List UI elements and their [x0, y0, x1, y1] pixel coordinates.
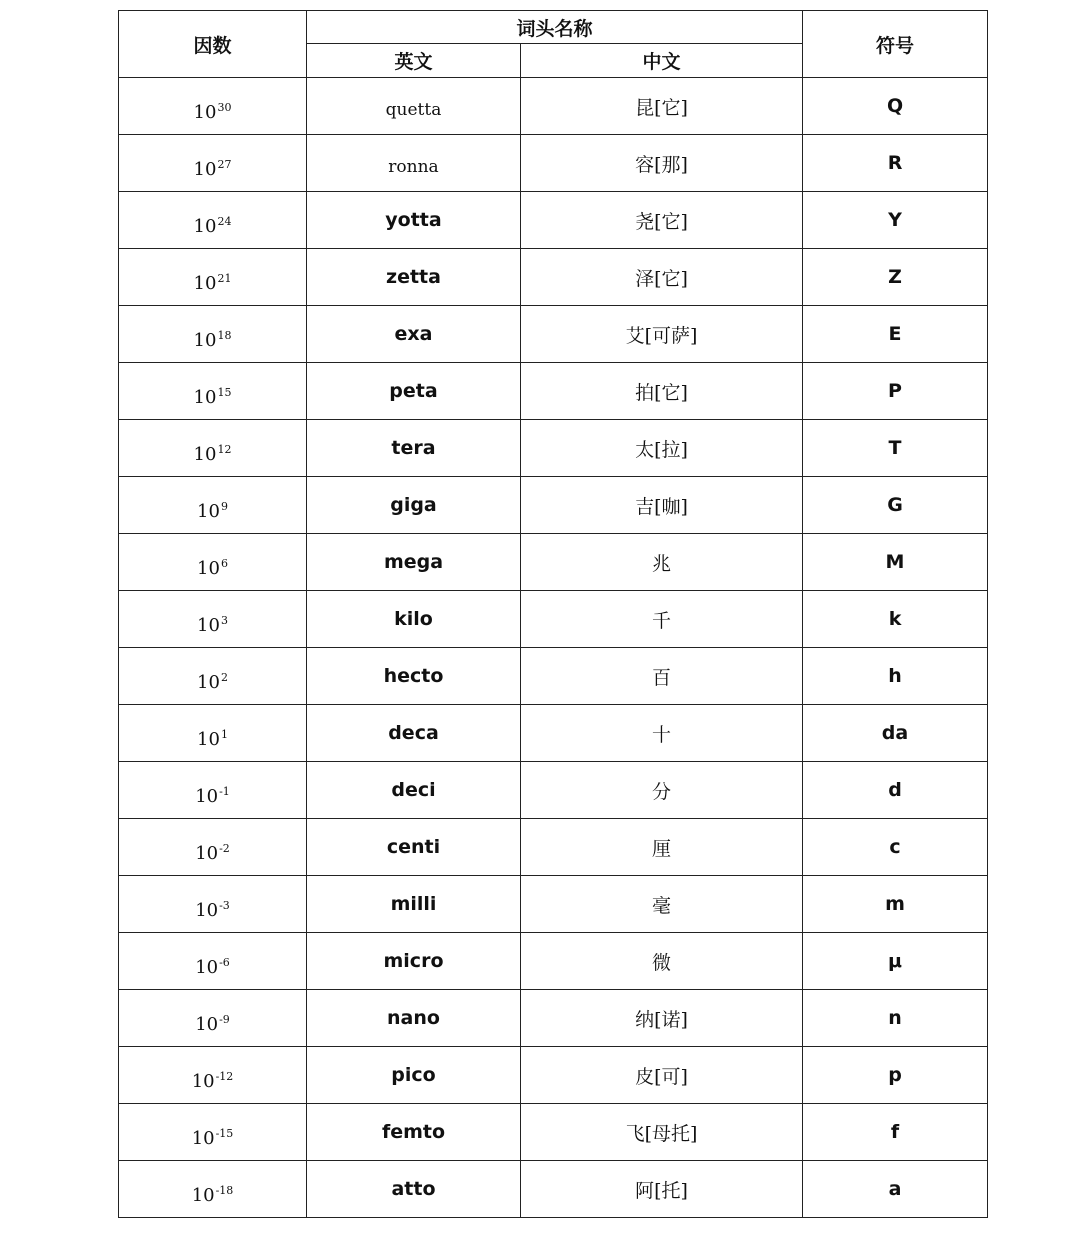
chinese-name: 百 [652, 666, 672, 689]
factor-cell [119, 249, 307, 306]
factor-value [197, 545, 228, 579]
chinese-cell [521, 705, 803, 762]
english-name: milli [390, 893, 437, 915]
english-cell [307, 648, 521, 705]
factor-exponent: -18 [215, 1184, 234, 1197]
chinese-cell [521, 1161, 803, 1218]
symbol-value: h [888, 665, 902, 687]
header-english-label: 英文 [394, 51, 433, 73]
english-name: mega [383, 551, 444, 573]
factor-cell [119, 306, 307, 363]
symbol-cell [803, 420, 988, 477]
factor-cell [119, 477, 307, 534]
chinese-name: 毫 [652, 894, 672, 917]
factor-exponent: -6 [219, 956, 230, 969]
factor-exponent: 6 [220, 557, 228, 570]
table-row [119, 648, 988, 705]
english-cell [307, 819, 521, 876]
symbol-value: d [888, 779, 902, 801]
factor-base: 10 [193, 444, 217, 465]
table-row [119, 135, 988, 192]
table-row [119, 477, 988, 534]
factor-base: 10 [193, 387, 217, 408]
factor-base: 10 [191, 1128, 215, 1149]
chinese-name: 昆[它] [635, 96, 688, 119]
symbol-value: k [888, 608, 902, 630]
symbol-cell [803, 249, 988, 306]
symbol-value: M [885, 551, 905, 573]
symbol-value: P [888, 380, 902, 402]
header-english [307, 44, 521, 78]
factor-exponent: -15 [215, 1127, 234, 1140]
english-name: pico [391, 1064, 436, 1086]
factor-exponent: 30 [217, 101, 232, 114]
symbol-value: μ [888, 950, 902, 972]
chinese-cell [521, 591, 803, 648]
symbol-value: f [890, 1121, 900, 1143]
english-name: deci [391, 779, 436, 801]
symbol-value: Y [888, 209, 902, 231]
table-row [119, 363, 988, 420]
table-row [119, 762, 988, 819]
factor-base: 10 [195, 900, 219, 921]
factor-cell [119, 135, 307, 192]
chinese-cell [521, 762, 803, 819]
factor-base: 10 [191, 1071, 215, 1092]
symbol-value: Z [888, 266, 902, 288]
english-name: kilo [394, 608, 433, 630]
factor-base: 10 [193, 273, 217, 294]
factor-cell [119, 192, 307, 249]
header-chinese [521, 44, 803, 78]
english-name: tera [391, 437, 436, 459]
factor-cell [119, 705, 307, 762]
chinese-name: 泽[它] [635, 267, 688, 290]
english-cell [307, 306, 521, 363]
symbol-cell [803, 933, 988, 990]
symbol-value: R [887, 152, 903, 174]
factor-exponent: 18 [217, 329, 232, 342]
chinese-cell [521, 876, 803, 933]
factor-value [192, 1058, 234, 1092]
factor-base: 10 [193, 102, 217, 123]
table-row [119, 591, 988, 648]
english-cell [307, 591, 521, 648]
english-name: femto [381, 1121, 446, 1143]
chinese-cell [521, 192, 803, 249]
factor-value [195, 887, 230, 921]
factor-exponent: 21 [217, 272, 232, 285]
symbol-cell [803, 1047, 988, 1104]
factor-cell [119, 78, 307, 135]
english-cell [307, 1104, 521, 1161]
table-row [119, 705, 988, 762]
factor-base: 10 [193, 330, 217, 351]
english-cell [307, 1161, 521, 1218]
factor-base: 10 [195, 786, 219, 807]
factor-exponent: 15 [217, 386, 232, 399]
factor-base: 10 [195, 843, 219, 864]
symbol-cell [803, 477, 988, 534]
factor-value [194, 146, 232, 180]
chinese-name: 厘 [652, 837, 672, 860]
factor-value [197, 488, 228, 522]
english-name: peta [389, 380, 438, 402]
factor-exponent: -12 [215, 1070, 234, 1083]
chinese-name: 阿[托] [635, 1179, 688, 1202]
symbol-cell [803, 705, 988, 762]
chinese-cell [521, 990, 803, 1047]
factor-exponent: 2 [220, 671, 228, 684]
symbol-cell [803, 819, 988, 876]
chinese-cell [521, 648, 803, 705]
symbol-value: n [888, 1007, 902, 1029]
factor-base: 10 [193, 216, 217, 237]
table-row [119, 249, 988, 306]
symbol-value: G [887, 494, 903, 516]
factor-base: 10 [197, 615, 220, 636]
factor-value [194, 203, 232, 237]
factor-exponent: 27 [217, 158, 232, 171]
chinese-cell [521, 1104, 803, 1161]
english-cell [307, 477, 521, 534]
factor-cell [119, 363, 307, 420]
factor-exponent: -2 [219, 842, 230, 855]
factor-base: 10 [197, 729, 220, 750]
symbol-cell [803, 876, 988, 933]
table-body [119, 78, 988, 1218]
symbol-cell [803, 192, 988, 249]
symbol-value: E [888, 323, 902, 345]
table-row [119, 306, 988, 363]
chinese-cell [521, 363, 803, 420]
english-cell [307, 876, 521, 933]
table-row [119, 819, 988, 876]
chinese-name: 艾[可萨] [625, 324, 698, 347]
factor-cell [119, 990, 307, 1047]
si-prefix-table [118, 10, 988, 1218]
factor-cell [119, 876, 307, 933]
factor-value [197, 716, 228, 750]
factor-value [194, 374, 232, 408]
factor-exponent: 12 [217, 443, 232, 456]
chinese-name: 太[拉] [635, 438, 688, 461]
english-cell [307, 534, 521, 591]
symbol-cell [803, 78, 988, 135]
symbol-cell [803, 591, 988, 648]
english-cell [307, 192, 521, 249]
factor-exponent: 1 [220, 728, 228, 741]
table-row [119, 876, 988, 933]
table-row [119, 78, 988, 135]
symbol-value: a [888, 1178, 902, 1200]
factor-exponent: -1 [219, 785, 230, 798]
chinese-cell [521, 534, 803, 591]
chinese-name: 飞[母托] [625, 1122, 698, 1145]
table-row [119, 1047, 988, 1104]
chinese-cell [521, 933, 803, 990]
factor-base: 10 [197, 558, 220, 579]
factor-value [195, 1001, 230, 1035]
table-row [119, 420, 988, 477]
table-header [119, 11, 988, 78]
symbol-cell [803, 135, 988, 192]
factor-cell [119, 534, 307, 591]
header-prefix-name-label: 词头名称 [516, 17, 593, 40]
factor-value [194, 260, 232, 294]
header-chinese-label: 中文 [642, 51, 681, 73]
english-name: ronna [388, 157, 439, 177]
chinese-name: 千 [652, 609, 672, 632]
factor-value [195, 830, 230, 864]
header-symbol [803, 11, 988, 78]
symbol-value: da [881, 722, 909, 744]
factor-cell [119, 819, 307, 876]
english-name: yotta [385, 209, 442, 231]
factor-value [194, 317, 232, 351]
factor-base: 10 [191, 1185, 215, 1206]
header-factor-label: 因数 [193, 34, 232, 57]
english-name: zetta [386, 266, 441, 288]
chinese-name: 微 [652, 951, 672, 974]
english-cell [307, 933, 521, 990]
english-cell [307, 363, 521, 420]
factor-value [192, 1172, 234, 1206]
chinese-name: 拍[它] [635, 381, 688, 404]
english-cell [307, 762, 521, 819]
factor-value [194, 89, 232, 123]
english-cell [307, 990, 521, 1047]
factor-base: 10 [195, 957, 219, 978]
symbol-cell [803, 648, 988, 705]
factor-base: 10 [193, 159, 217, 180]
factor-cell [119, 420, 307, 477]
symbol-value: p [888, 1064, 902, 1086]
factor-cell [119, 1104, 307, 1161]
table-row [119, 933, 988, 990]
factor-cell [119, 762, 307, 819]
english-name: nano [387, 1007, 440, 1029]
english-cell [307, 1047, 521, 1104]
factor-value [195, 773, 230, 807]
chinese-name: 十 [652, 723, 672, 746]
chinese-cell [521, 1047, 803, 1104]
factor-cell [119, 648, 307, 705]
symbol-value: c [889, 836, 901, 858]
factor-value [197, 602, 228, 636]
factor-base: 10 [197, 501, 220, 522]
factor-value [195, 944, 230, 978]
chinese-cell [521, 819, 803, 876]
factor-exponent: 9 [220, 500, 228, 513]
factor-value [192, 1115, 234, 1149]
header-factor [119, 11, 307, 78]
chinese-cell [521, 420, 803, 477]
header-row-top [119, 11, 988, 44]
english-name: hecto [383, 665, 444, 687]
factor-cell [119, 933, 307, 990]
factor-value [194, 431, 232, 465]
table-row [119, 1161, 988, 1218]
symbol-cell [803, 534, 988, 591]
english-name: micro [383, 950, 444, 972]
table-row [119, 1104, 988, 1161]
english-cell [307, 249, 521, 306]
english-cell [307, 705, 521, 762]
symbol-cell [803, 762, 988, 819]
chinese-name: 皮[可] [635, 1065, 688, 1088]
english-name: exa [394, 323, 433, 345]
header-symbol-label: 符号 [876, 34, 915, 57]
english-name: deca [388, 722, 439, 744]
english-name: giga [390, 494, 437, 516]
chinese-name: 尧[它] [635, 210, 688, 233]
factor-exponent: -3 [219, 899, 230, 912]
symbol-cell [803, 306, 988, 363]
table-row [119, 990, 988, 1047]
symbol-cell [803, 1104, 988, 1161]
factor-cell [119, 1047, 307, 1104]
factor-exponent: 24 [217, 215, 232, 228]
english-cell [307, 420, 521, 477]
factor-cell [119, 1161, 307, 1218]
chinese-name: 兆 [652, 552, 672, 575]
english-name: atto [391, 1178, 436, 1200]
chinese-name: 纳[诺] [635, 1008, 688, 1031]
factor-cell [119, 591, 307, 648]
chinese-cell [521, 306, 803, 363]
symbol-value: T [888, 437, 902, 459]
factor-exponent: 3 [220, 614, 228, 627]
factor-value [197, 659, 228, 693]
english-cell [307, 135, 521, 192]
chinese-cell [521, 477, 803, 534]
symbol-cell [803, 363, 988, 420]
factor-exponent: -9 [219, 1013, 230, 1026]
chinese-cell [521, 249, 803, 306]
chinese-name: 吉[咖] [635, 495, 688, 518]
english-cell [307, 78, 521, 135]
symbol-value: Q [886, 95, 904, 117]
english-name: centi [386, 836, 441, 858]
factor-base: 10 [195, 1014, 219, 1035]
chinese-name: 容[那] [635, 153, 688, 176]
english-name: quetta [385, 100, 442, 120]
table-row [119, 192, 988, 249]
symbol-cell [803, 990, 988, 1047]
header-prefix-name [307, 11, 803, 44]
chinese-cell [521, 78, 803, 135]
table-row [119, 534, 988, 591]
symbol-cell [803, 1161, 988, 1218]
chinese-name: 分 [652, 780, 672, 803]
factor-base: 10 [197, 672, 220, 693]
chinese-cell [521, 135, 803, 192]
symbol-value: m [885, 893, 905, 915]
